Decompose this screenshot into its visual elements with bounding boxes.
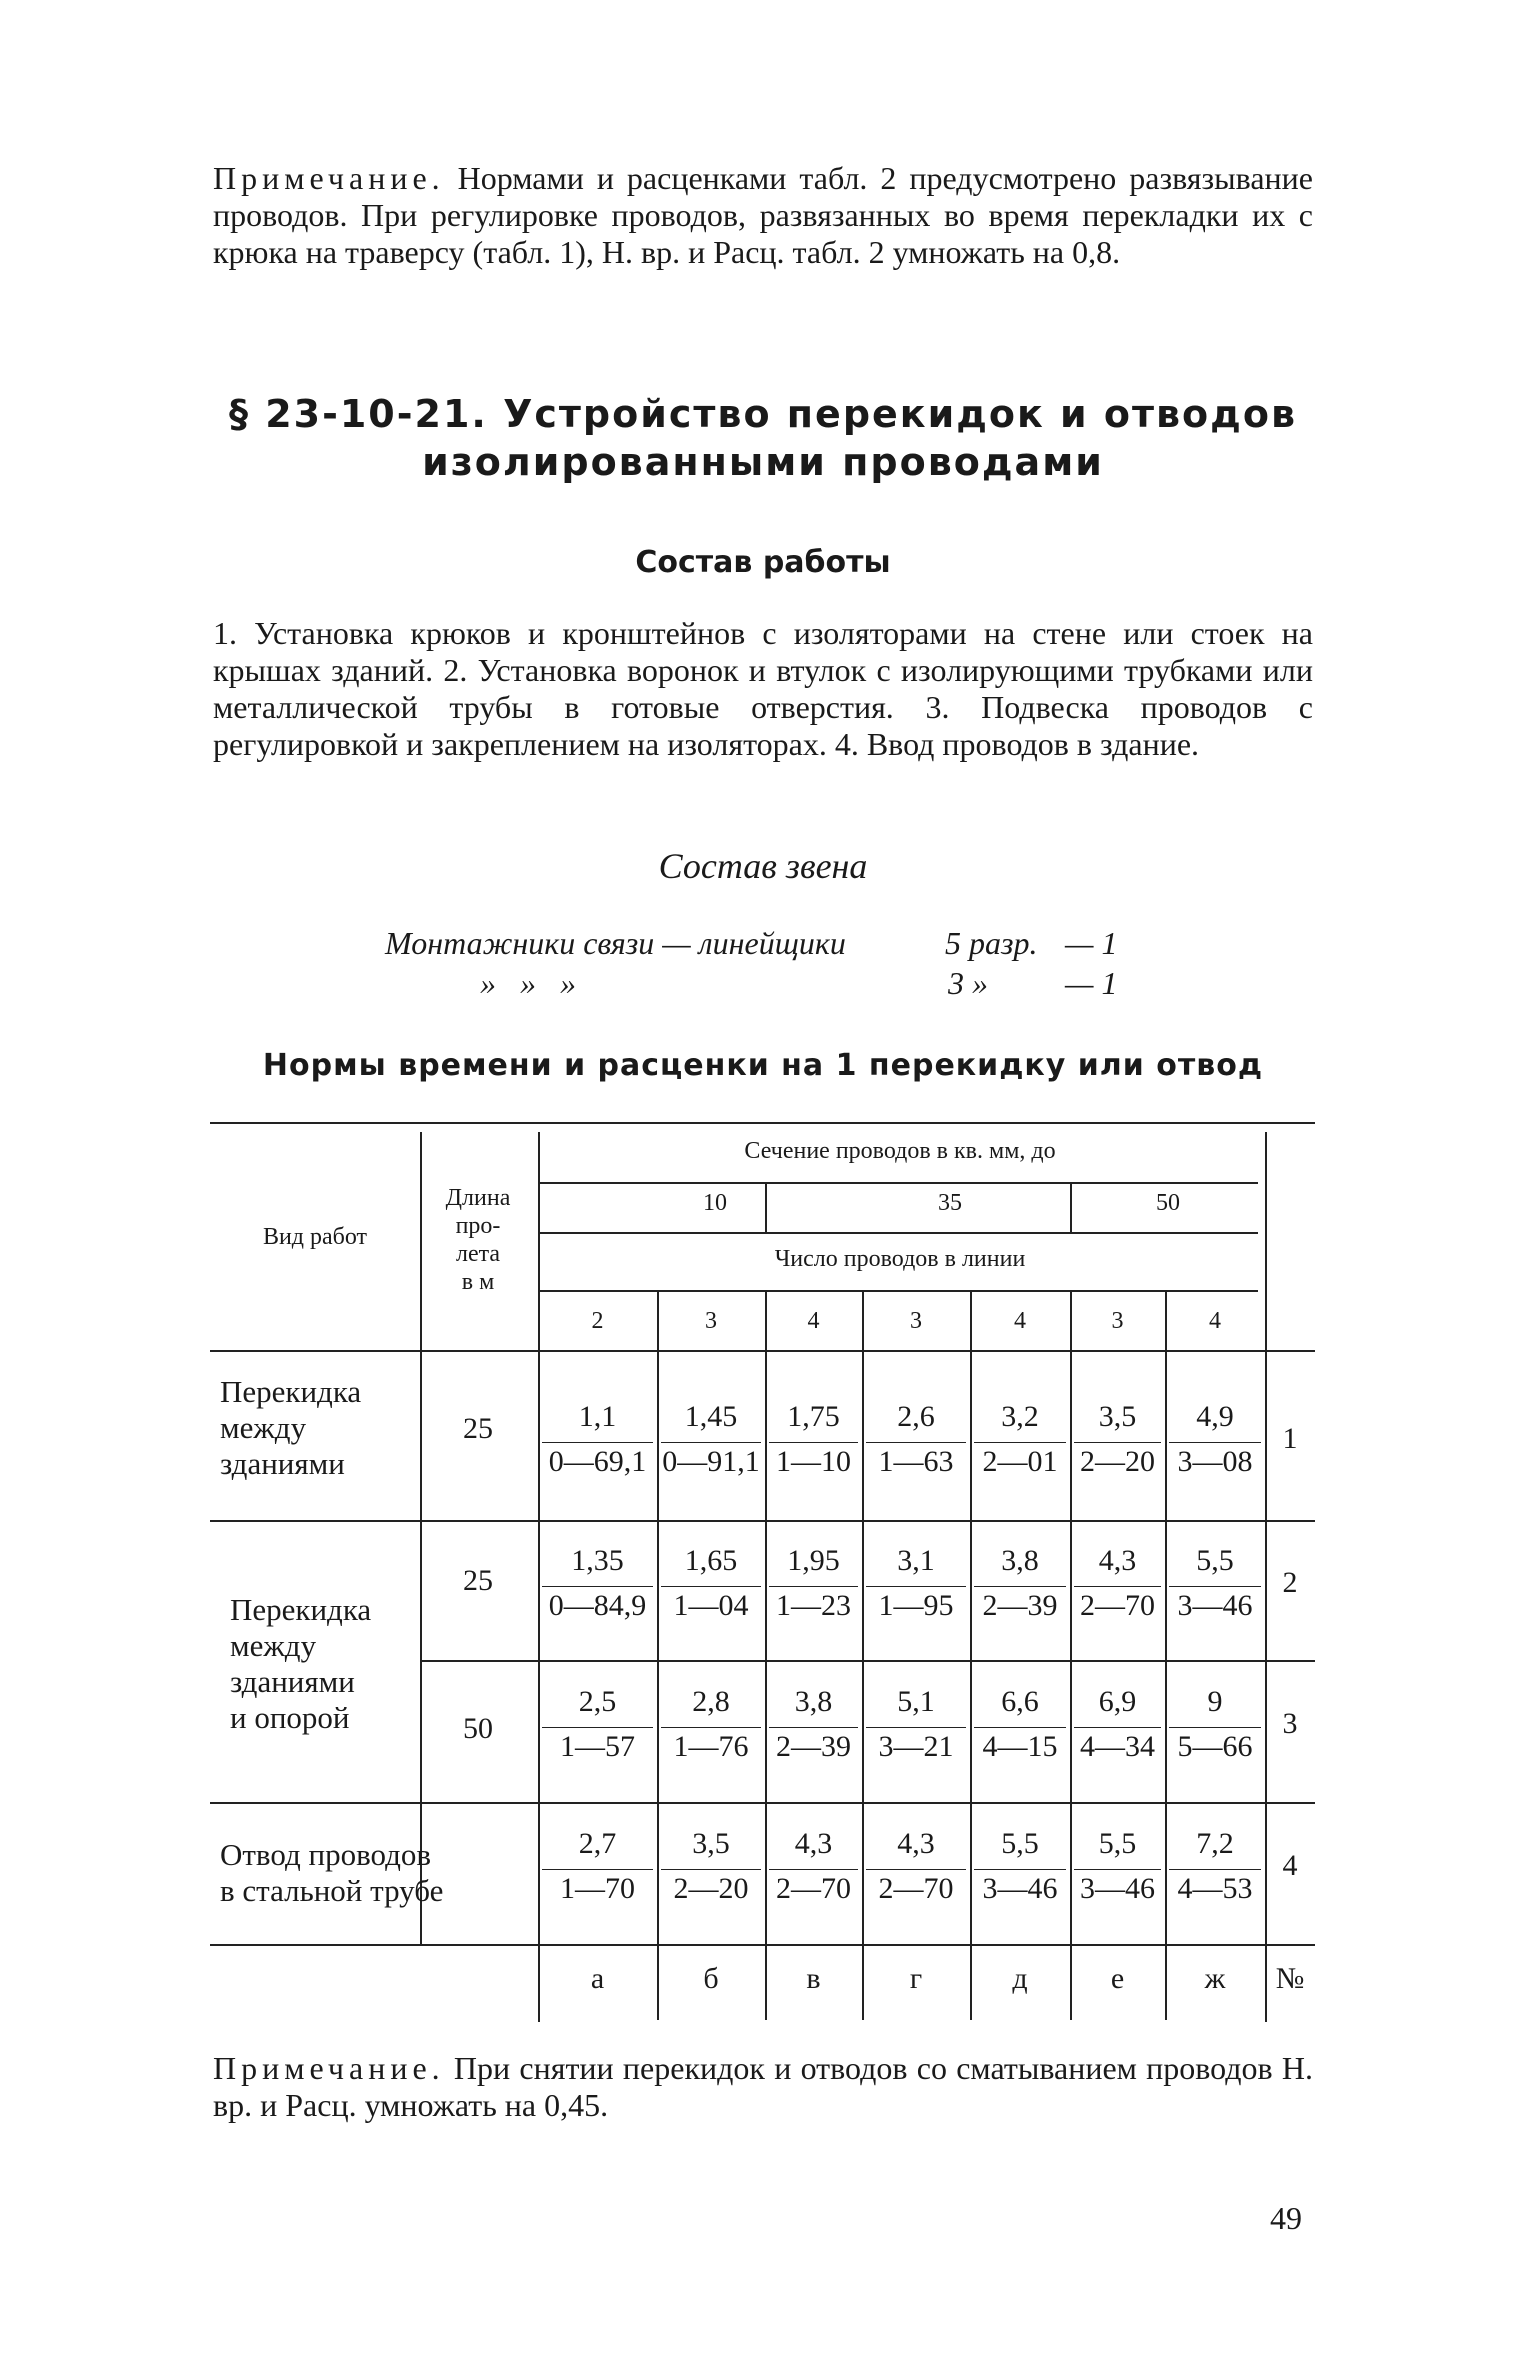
norm-value: 2,5 xyxy=(578,1685,617,1718)
row-label-line: и опорой xyxy=(230,1700,350,1735)
rate-value: 3—46 xyxy=(1080,1872,1155,1905)
fraction-rule xyxy=(1169,1869,1261,1870)
norm-value: 3,2 xyxy=(1001,1400,1039,1433)
column-letter: а xyxy=(590,1962,605,1995)
wire-count: 3 xyxy=(1111,1308,1124,1334)
norm-value: 3,5 xyxy=(1098,1400,1137,1433)
row-label-line: между xyxy=(220,1410,307,1445)
rate-value: 1—23 xyxy=(776,1589,851,1622)
bottom-note-label: Примечание. xyxy=(213,2050,445,2086)
rate-value: 1—57 xyxy=(560,1730,635,1763)
column-letter: ж xyxy=(1204,1962,1226,1995)
fraction-rule xyxy=(769,1727,858,1728)
rate-value: 2—70 xyxy=(776,1872,851,1905)
fraction-rule xyxy=(866,1869,966,1870)
norm-value: 6,9 xyxy=(1098,1685,1137,1718)
wire-count: 3 xyxy=(910,1308,922,1334)
section-35: 35 xyxy=(938,1190,962,1216)
crew-grade: 5 разр. xyxy=(945,925,1038,961)
norm-value: 4,3 xyxy=(897,1827,935,1860)
norm-value: 3,8 xyxy=(794,1685,833,1718)
section-divider xyxy=(765,1182,767,1232)
fraction-rule xyxy=(974,1727,1066,1728)
norm-value: 3,1 xyxy=(897,1544,935,1577)
table-heading: Нормы времени и расценки на 1 перекидку или отвод xyxy=(262,1048,1264,1083)
col-rule xyxy=(538,1132,540,2022)
row-label-steel-pipe xyxy=(220,1837,443,1909)
wire-count: 4 xyxy=(807,1308,820,1334)
column-letter: б xyxy=(703,1962,719,1995)
norm-value: 2,8 xyxy=(692,1685,730,1718)
col-rule xyxy=(420,1132,422,1944)
norm-value: 5,5 xyxy=(1098,1827,1137,1860)
norm-value: 2,6 xyxy=(897,1400,935,1433)
row-number: 2 xyxy=(1282,1566,1298,1599)
row-length: 25 xyxy=(463,1412,493,1445)
fraction-rule xyxy=(866,1586,966,1587)
row-number: 3 xyxy=(1282,1707,1298,1740)
rate-value: 0—69,1 xyxy=(548,1445,647,1478)
page-number: 49 xyxy=(1270,2200,1302,2236)
rate-value: 1—70 xyxy=(560,1872,635,1905)
norm-value: 2,7 xyxy=(578,1827,617,1860)
col-rule xyxy=(1265,1132,1267,2022)
norm-value: 7,2 xyxy=(1196,1827,1234,1860)
row-label-between-buildings xyxy=(220,1374,361,1482)
column-letter: е xyxy=(1110,1962,1125,1995)
rate-value: 3—46 xyxy=(982,1872,1058,1905)
fraction-rule xyxy=(1074,1727,1161,1728)
header-length-line: про- xyxy=(455,1213,501,1239)
rate-value: 3—08 xyxy=(1177,1445,1253,1478)
rate-value: 2—20 xyxy=(673,1872,749,1905)
rate-value: 3—46 xyxy=(1177,1589,1253,1622)
header-section: Сечение проводов в кв. мм, до xyxy=(744,1138,1056,1164)
section-50: 50 xyxy=(1156,1190,1180,1216)
norm-value: 4,3 xyxy=(794,1827,833,1860)
table-top-rule xyxy=(210,1122,1315,1124)
fraction-rule xyxy=(866,1727,966,1728)
fraction-rule xyxy=(542,1442,653,1443)
fraction-rule xyxy=(974,1869,1066,1870)
bottom-note xyxy=(213,2050,1313,2124)
norm-value: 1,35 xyxy=(571,1544,624,1577)
norm-value: 5,5 xyxy=(1196,1544,1234,1577)
top-note-text: Нормами и расценками табл. 2 предусмотрено развязывание проводов. При регулировке проводов, развязанных во время перекладки их с крюка на траверсу (табл. 1), Н. вр. и Расц. табл. 2 умножать на 0,8. xyxy=(213,160,1314,270)
header-rule xyxy=(538,1232,1258,1234)
rate-value: 4—15 xyxy=(982,1730,1058,1763)
rate-value: 2—70 xyxy=(878,1872,954,1905)
section-10: 10 xyxy=(703,1190,727,1216)
fraction-rule xyxy=(661,1727,761,1728)
header-rule xyxy=(538,1290,1258,1292)
norm-value: 1,65 xyxy=(684,1544,738,1577)
fraction-rule xyxy=(542,1586,653,1587)
column-letter: в xyxy=(806,1962,821,1995)
section-title-line1: Устройство перекидок и отводов xyxy=(503,392,1298,436)
column-letter: г xyxy=(909,1962,923,1995)
wire-count: 2 xyxy=(591,1308,604,1334)
rate-value: 4—53 xyxy=(1177,1872,1253,1905)
rate-value: 0—91,1 xyxy=(662,1445,760,1478)
row-number: 4 xyxy=(1282,1849,1298,1882)
section-divider xyxy=(1070,1182,1072,1232)
fraction-rule xyxy=(542,1869,653,1870)
rate-value: 2—20 xyxy=(1080,1445,1155,1478)
rate-value: 5—66 xyxy=(1177,1730,1253,1763)
rate-value: 4—34 xyxy=(1080,1730,1155,1763)
fraction-rule xyxy=(769,1442,858,1443)
rate-value: 2—39 xyxy=(776,1730,851,1763)
row-rule xyxy=(420,1660,1315,1662)
norm-value: 3,5 xyxy=(692,1827,730,1860)
fraction-rule xyxy=(1074,1586,1161,1587)
wire-count: 4 xyxy=(1209,1308,1221,1334)
row-label-line: Отвод проводов xyxy=(220,1837,432,1872)
row-length: 50 xyxy=(463,1712,493,1745)
fraction-rule xyxy=(661,1442,761,1443)
wire-count: 4 xyxy=(1014,1308,1026,1334)
crew-heading: Состав звена xyxy=(658,846,868,886)
header-wires: Число проводов в линии xyxy=(774,1246,1026,1272)
header-bottom-rule xyxy=(210,1350,1315,1352)
row-number: 1 xyxy=(1282,1422,1298,1455)
norm-value: 1,1 xyxy=(578,1400,617,1433)
header-length xyxy=(446,1184,511,1296)
rate-value: 2—70 xyxy=(1080,1589,1155,1622)
fraction-rule xyxy=(1169,1442,1261,1443)
norm-value: 4,9 xyxy=(1196,1400,1234,1433)
rate-value: 2—39 xyxy=(982,1589,1058,1622)
fraction-rule xyxy=(1074,1869,1161,1870)
work-text: 1. Установка крюков и кронштейнов с изоляторами на стене или стоек на крышах зданий. 2. Установка воронок и втулок с изолирующими трубками или металлической трубы в готовые отверстия. 3. Подвеска проводов с регулировкой и закреплением на изоляторах. 4. Ввод проводов в здание. xyxy=(213,615,1313,762)
header-rule xyxy=(538,1182,1258,1184)
fraction-rule xyxy=(661,1869,761,1870)
group-rule xyxy=(210,1802,1315,1804)
group-rule xyxy=(210,1520,1315,1522)
section-number: § 23-10-21. xyxy=(228,392,488,436)
fraction-rule xyxy=(1074,1442,1161,1443)
rate-value: 0—84,9 xyxy=(548,1589,647,1622)
norm-value: 1,95 xyxy=(787,1544,840,1577)
crew-count: — 1 xyxy=(1065,965,1118,1001)
section-title-line2: изолированными проводами xyxy=(422,440,1104,484)
header-length-line: Длина xyxy=(445,1185,511,1211)
fraction-rule xyxy=(769,1869,858,1870)
crew-role: Монтажники связи — линейщики xyxy=(385,925,846,961)
norm-value: 4,3 xyxy=(1098,1544,1137,1577)
data-col-rule xyxy=(1070,1290,1072,2020)
fraction-rule xyxy=(866,1442,966,1443)
norm-value: 5,1 xyxy=(897,1685,935,1718)
data-col-rule xyxy=(862,1290,864,2020)
wire-count: 3 xyxy=(705,1308,717,1334)
norm-value: 9 xyxy=(1207,1685,1223,1718)
fraction-rule xyxy=(974,1442,1066,1443)
norm-value: 6,6 xyxy=(1001,1685,1039,1718)
rate-value: 1—04 xyxy=(673,1589,749,1622)
section-title xyxy=(213,390,1313,486)
data-col-rule xyxy=(657,1290,659,2020)
norm-value: 1,75 xyxy=(787,1400,840,1433)
fraction-rule xyxy=(542,1727,653,1728)
row-label-line: Перекидка xyxy=(230,1592,372,1627)
header-length-line: в м xyxy=(461,1269,495,1295)
top-note xyxy=(213,160,1313,271)
row-label-line: между xyxy=(230,1628,317,1663)
norm-value: 1,45 xyxy=(684,1400,738,1433)
rate-value: 1—76 xyxy=(673,1730,749,1763)
fraction-rule xyxy=(1169,1727,1261,1728)
work-heading: Состав работы xyxy=(635,545,891,580)
row-label-line: зданиями xyxy=(230,1664,355,1699)
norm-value: 3,8 xyxy=(1001,1544,1039,1577)
rate-value: 2—01 xyxy=(982,1445,1058,1478)
fraction-rule xyxy=(1169,1586,1261,1587)
table-bottom-rule xyxy=(210,1944,1315,1946)
fraction-rule xyxy=(769,1586,858,1587)
top-note-label: Примечание. xyxy=(213,160,445,196)
row-label-line: зданиями xyxy=(220,1446,345,1481)
rate-value: 1—10 xyxy=(776,1445,851,1478)
header-length-line: лета xyxy=(455,1241,501,1267)
data-col-rule xyxy=(765,1290,767,2020)
rate-value: 1—63 xyxy=(878,1445,954,1478)
norm-value: 5,5 xyxy=(1001,1827,1039,1860)
rate-value: 3—21 xyxy=(878,1730,954,1763)
fraction-rule xyxy=(661,1586,761,1587)
crew-role: » » » xyxy=(480,965,584,1001)
bottom-note-text: При снятии перекидок и отводов со сматыванием проводов Н. вр. и Расц. умножать на 0,45. xyxy=(213,2050,1314,2123)
data-col-rule xyxy=(1165,1290,1167,2020)
row-label-building-and-pole xyxy=(230,1592,371,1736)
row-label-line: в стальной трубе xyxy=(220,1873,444,1908)
row-label-line: Перекидка xyxy=(220,1374,362,1409)
header-work-type: Вид работ xyxy=(262,1224,368,1250)
column-number-label: № xyxy=(1275,1962,1305,1995)
data-col-rule xyxy=(970,1290,972,2020)
column-letter: д xyxy=(1012,1962,1028,1995)
crew-count: — 1 xyxy=(1065,925,1118,961)
row-length: 25 xyxy=(463,1564,493,1597)
norms-table xyxy=(210,1122,1315,2022)
crew-grade: 3 » xyxy=(948,965,988,1001)
rate-value: 1—95 xyxy=(878,1589,954,1622)
fraction-rule xyxy=(974,1586,1066,1587)
